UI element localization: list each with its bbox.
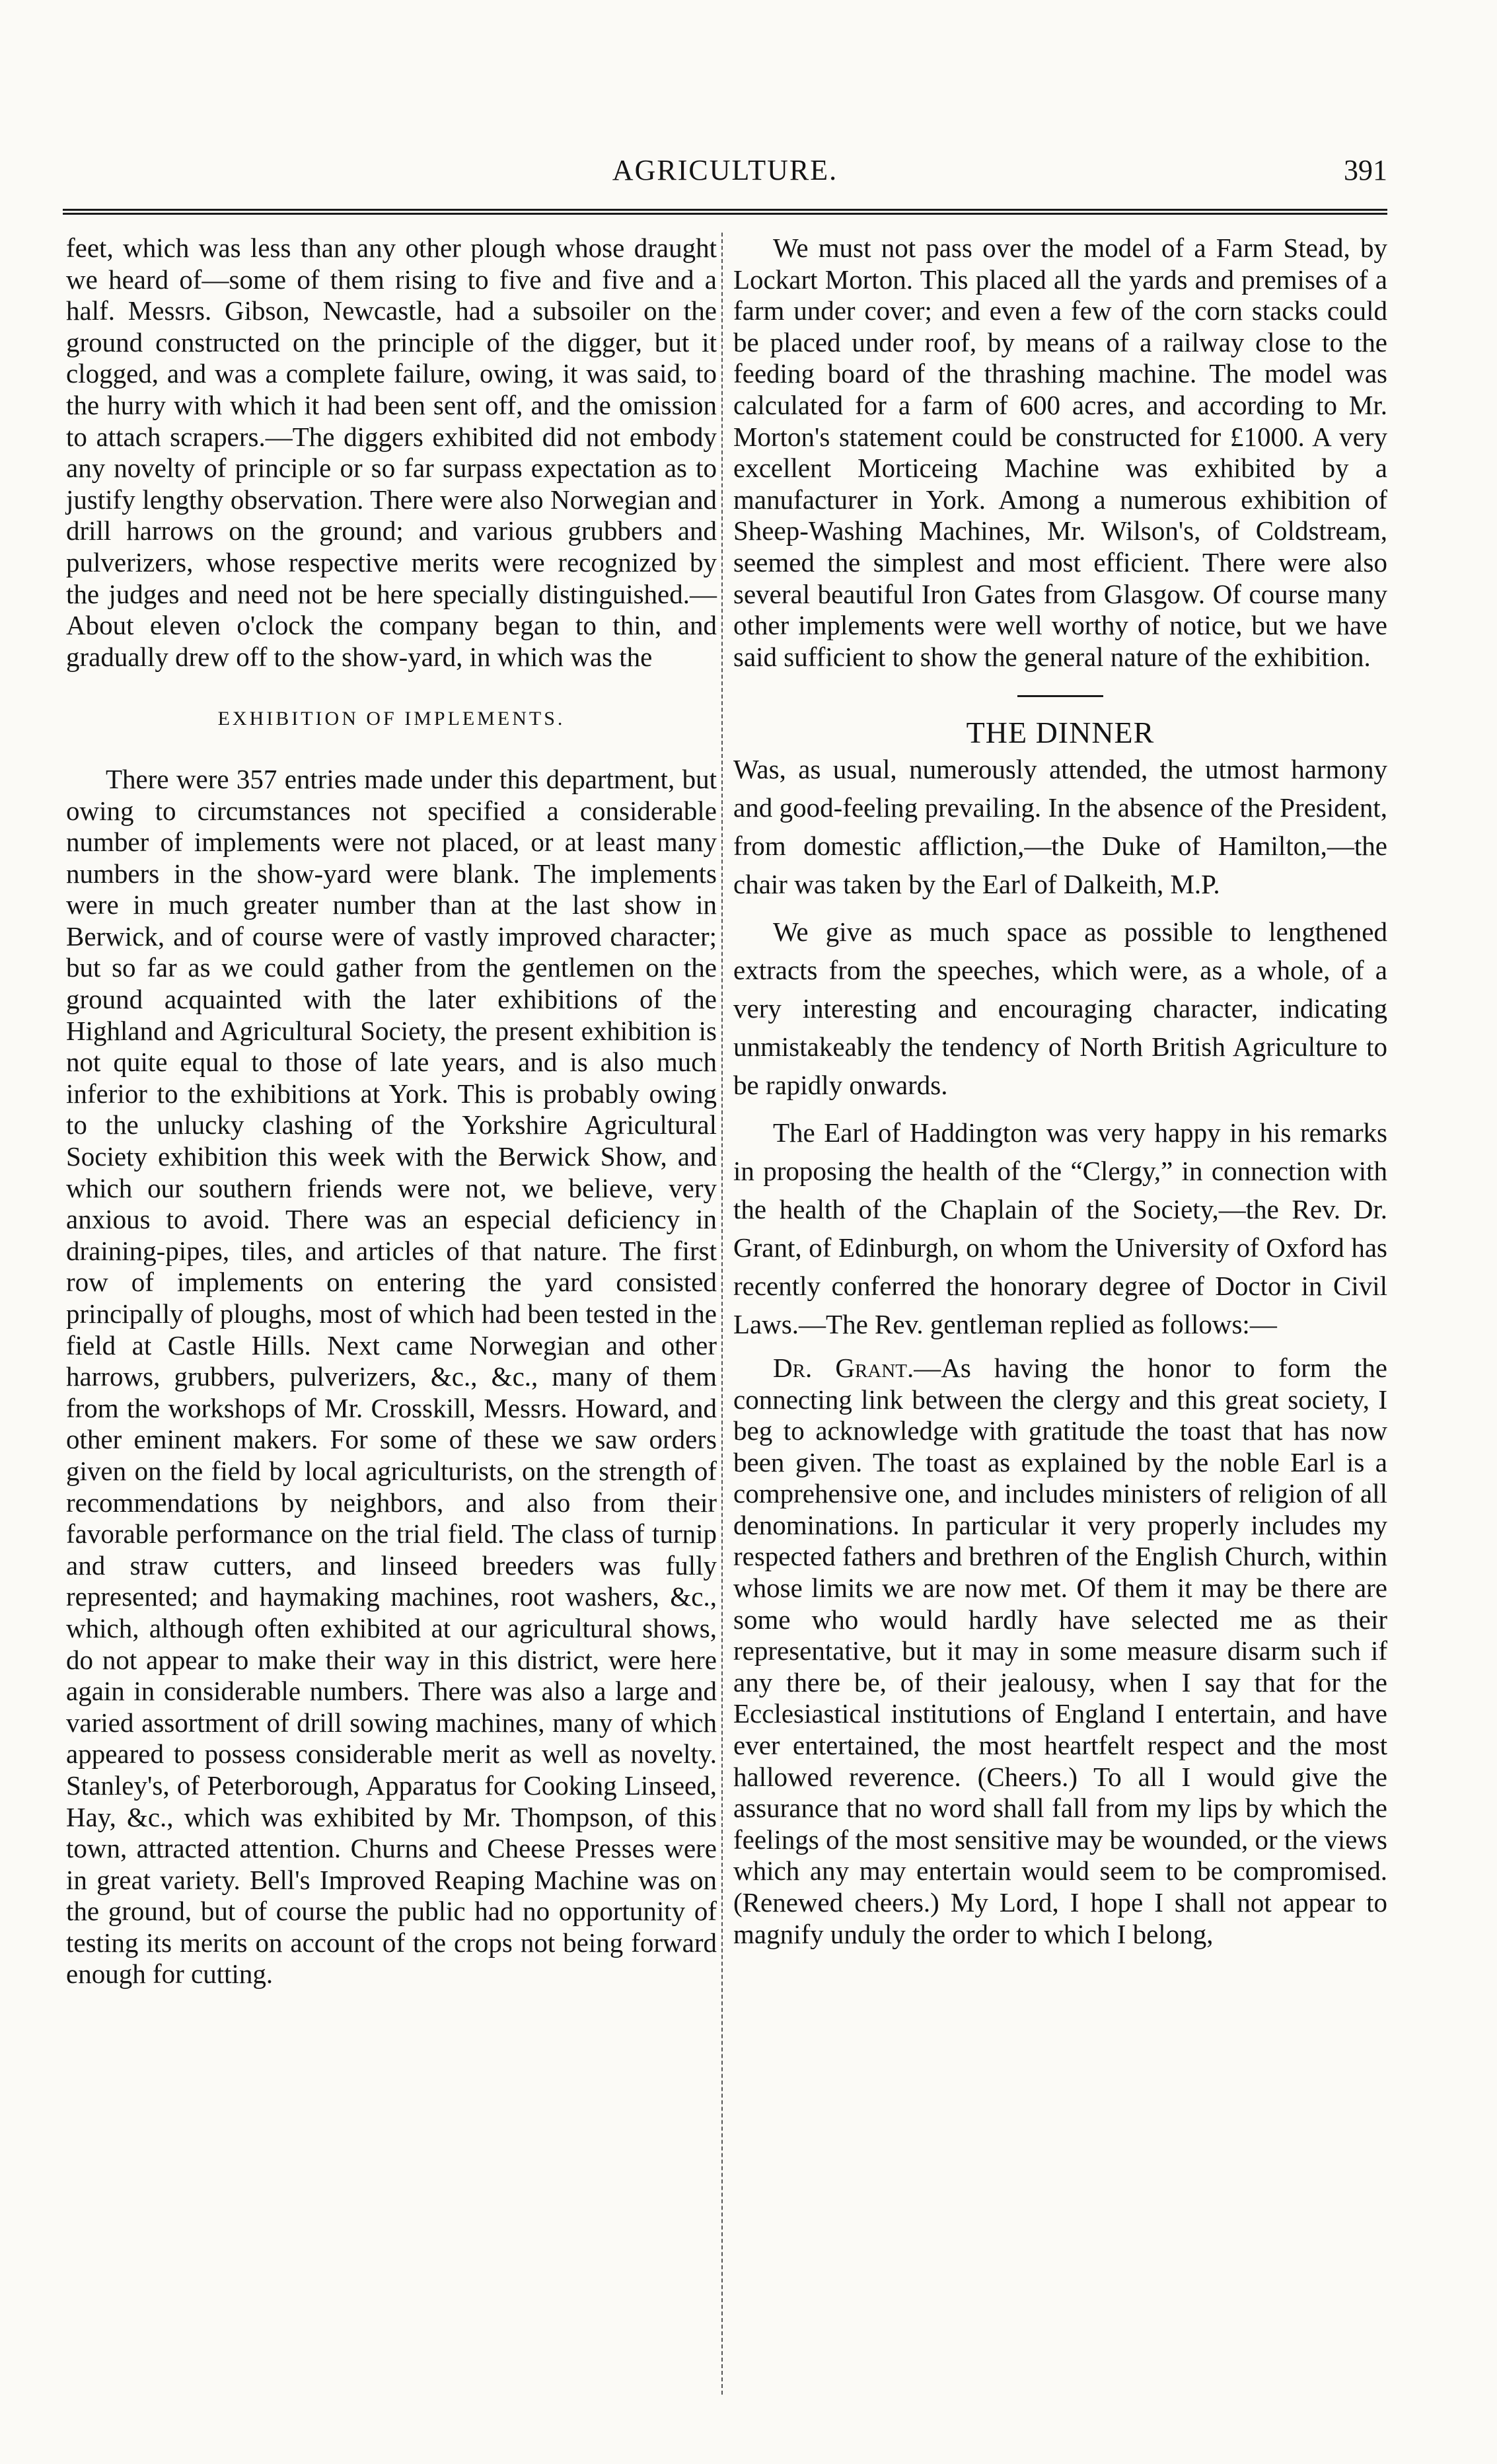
speaker-name: Dr. Grant. [773,1352,914,1383]
running-head [63,153,1387,193]
right-paragraph-1: We must not pass over the model of a Farm Stead, by Lockart Morton. This placed all the yards and premises of a farm under cover; and even a few of the corn stacks could be placed under roof, by means of a railway close to the feeding board of the thrashing machine. The model was calculated for a farm of 600 acres, and according to Mr. Morton's statement could be constructed for £1000. A very excellent Morticeing Machine was exhibited by a manufacturer in York. Among a numerous exhibition of Sheep-Washing Machines, Mr. Wilson's, of Coldstream, seemed the simplest and most efficient. There were also several beautiful Iron Gates from Glasgow. Of course many other implements were well worthy of notice, but we have said sufficient to show the general nature of the exhibition. [733,233,1387,672]
page-number: 391 [1344,154,1387,186]
left-paragraph-1: feet, which was less than any other plough whose draught we heard of—some of them rising to five and five and a half. Messrs. Gibson, Newcastle, had a subsoiler on the ground constructed on the principle of the digger, but it clogged, and was a complete failure, owing, it was said, to the hurry with which it had been sent off, and the omission to attach scrapers.—The diggers exhibited did not embody any novelty of principle or so far surpass expectation as to justify lengthy observation. There were also Norwegian and drill harrows on the ground; and various grubbers and pulverizers, whose respective merits were recognized by the judges and need not be here specially distinguished.—About eleven o'clock the company began to thin, and gradually drew off to the show-yard, in which was the [66,233,717,672]
running-title: AGRICULTURE. [612,154,838,186]
right-paragraph-4: The Earl of Haddington was very happy in his remarks in proposing the health of the “Clergy,” in connection with the health of the Chaplain of the Society,—the Rev. Dr. Grant, of Edinburgh, on whom the University of Oxford has recently conferred the honorary degree of Doctor in Civil Laws.—The Rev. gentleman replied as follows:— [733,1117,1387,1339]
right-paragraph-5 [733,1353,1387,1950]
speech-text: —As having the honor to form the connecting link between the clergy and this great society, I beg to acknowledge with gratitude the toast that has now been given. The toast as explained by the noble Earl is a comprehensive one, and includes ministers of religion of all denominations. In particular it very properly includes my respected fathers and brethren of the English Church, within whose limits we are now met. Of them it may be there are some who would hardly have selected me as their representative, but it may in some measure disarm such if any there be, of their jealousy, when I say that for the Ecclesiastical institutions of England I entertain, and have ever entertained, the most heartfelt respect and the most hallowed reverence. (Cheers.) To all I would give the assurance that no word shall fall from my lips by which the feelings of the most sensitive may be wounded, or the views which any may entertain would seem to be compromised. (Renewed cheers.) My Lord, I hope I shall not appear to magnify unduly the order to which I belong, [733,1352,1387,1949]
header-double-rule [63,209,1387,215]
right-paragraph-2: Was, as usual, numerously attended, the utmost harmony and good-feeling prevailing. In the absence of the President, from domestic affliction,—the Duke of Hamilton,—the chair was taken by the Earl of Dalkeith, M.P. [733,753,1387,899]
column-divider [721,233,723,2395]
section-separator-rule [1017,695,1103,697]
left-paragraph-2: There were 357 entries made under this department, but owing to circumstances not specified a considerable number of implements were not placed, or at least many numbers in the show-yard were blank. The implements were in much greater number than at the last show in Berwick, and of course were of vastly improved character; but so far as we could gather from the gentlemen on the ground acquainted with the later exhibitions of the Highland and Agricultural Society, the present exhibition is not quite equal to those of late years, and is also much inferior to the exhibitions at York. This is probably owing to the unlucky clashing of the Yorkshire Agricultural Society exhibition this week with the Berwick Show, and which our southern friends were not, we believe, very anxious to avoid. There was an especial deficiency in draining-pipes, tiles, and articles of that nature. The first row of implements on entering the yard consisted principally of ploughs, most of which had been tested in the field at Castle Hills. Next came Norwegian and other harrows, grubbers, pulverizers, &c., &c., many of them from the workshops of Mr. Crosskill, Messrs. Howard, and other eminent makers. For some of these we saw orders given on the field by local agriculturists, on the strength of recommendations by neighbors, and also from their favorable performance on the trial field. The class of turnip and straw cutters, and linseed breeders was fully represented; and haymaking machines, root washers, &c., which, although often exhibited at our agricultural shows, do not appear to make their way in this district, were here again in considerable numbers. There was also a large and varied assortment of drill sowing machines, many of which appeared to possess considerable merit as well as novelty. Stanley's, of Peterborough, Apparatus for Cooking Linseed, Hay, &c., which was exhibited by Mr. Thompson, of this town, attracted attention. Churns and Cheese Presses were in great variety. Bell's Improved Reaping Machine was on the ground, but of course the public had no opportunity of testing its merits on account of the crops not being forward enough for cutting. [66,763,717,1990]
left-column [66,233,717,1990]
right-paragraph-3: We give as much space as possible to lengthened extracts from the speeches, which were, as a whole, of a very interesting and encouraging character, indicating unmistakeably the tendency of North British Agriculture to be rapidly onwards. [733,916,1387,1100]
section-heading-dinner: THE DINNER [966,716,1155,750]
right-column [733,233,1387,1950]
section-heading-exhibition: EXHIBITION OF IMPLEMENTS. [217,708,566,730]
